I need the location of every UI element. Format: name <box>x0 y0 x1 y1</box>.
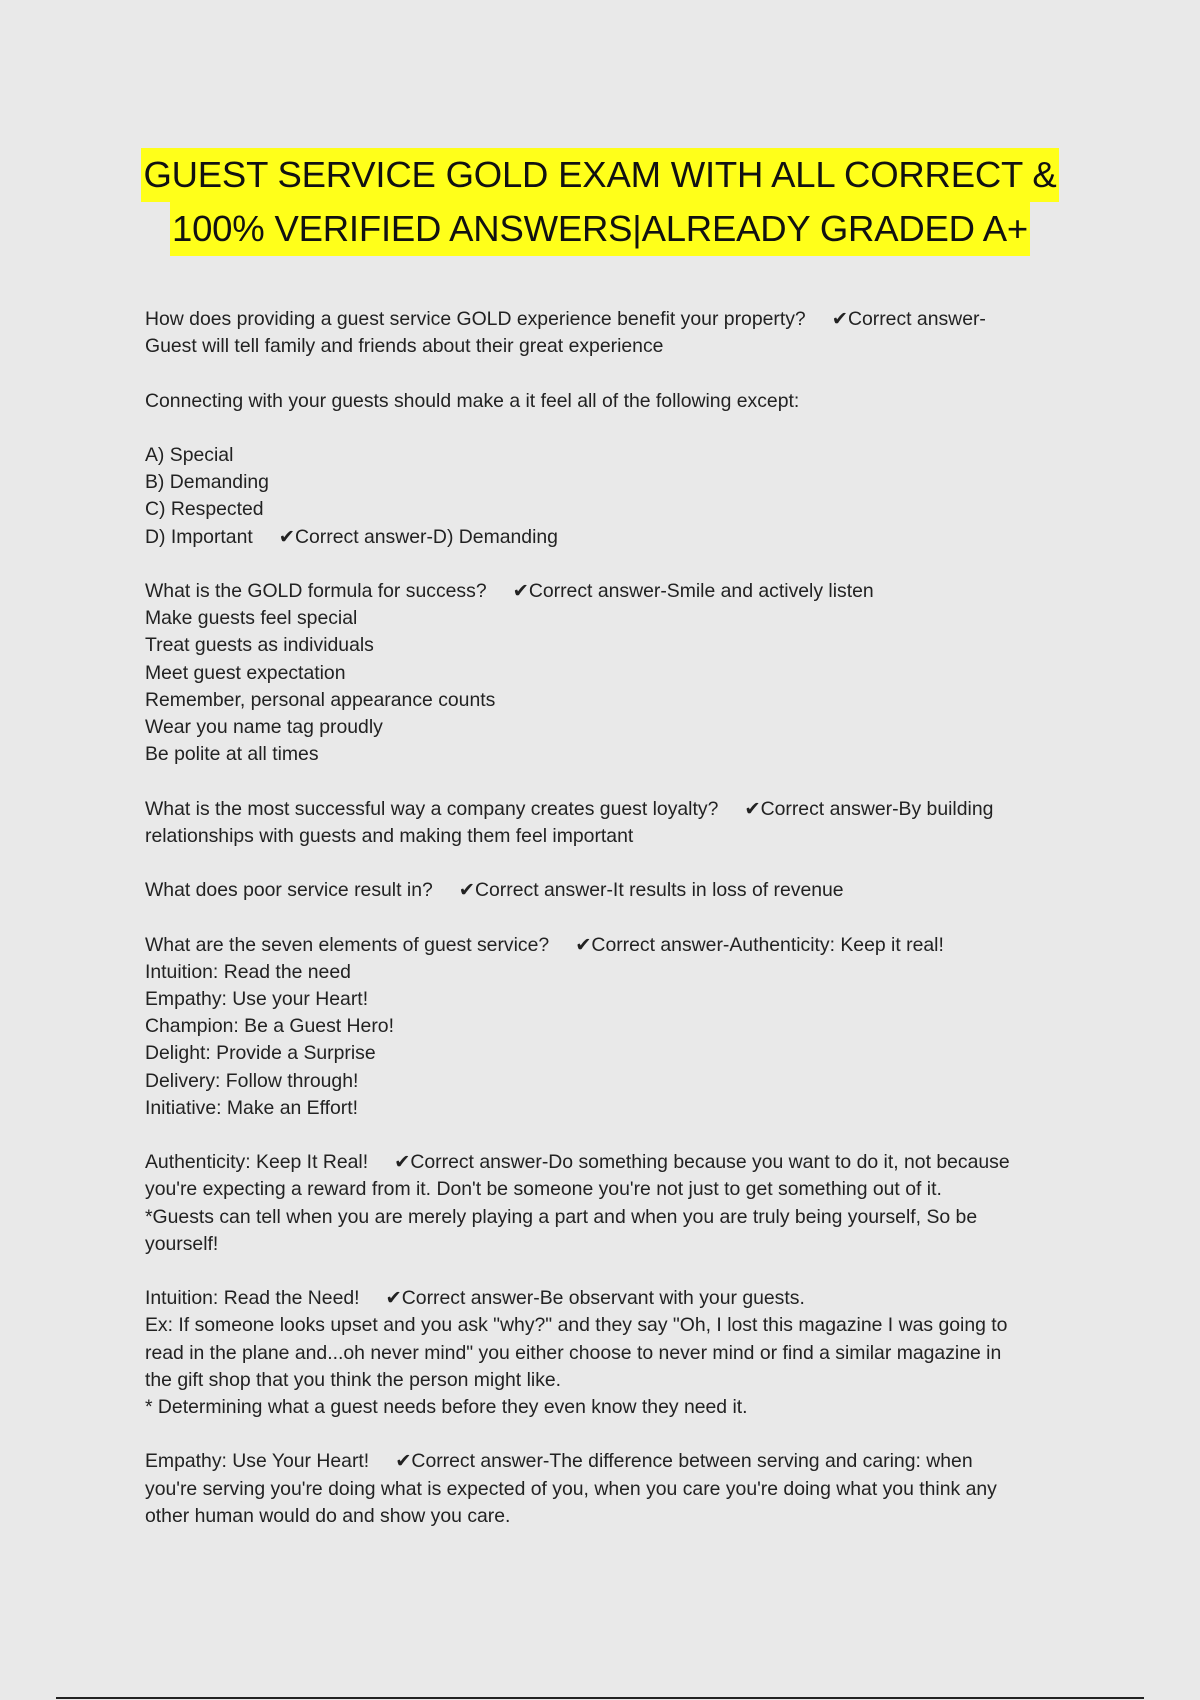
text-line <box>145 632 1065 659</box>
text-line <box>145 1176 1065 1203</box>
correct-answer-text: ✔Correct answer-By building <box>744 797 994 820</box>
text-line <box>145 660 1065 687</box>
text-line <box>145 796 1065 823</box>
line-text: relationships with guests and making them feel important <box>145 824 634 847</box>
line-text: Initiative: Make an Effort! <box>145 1096 359 1119</box>
text-line <box>145 687 1065 714</box>
line-text: Wear you name tag proudly <box>145 716 383 738</box>
text-line <box>145 986 1065 1013</box>
line-text: the gift shop that you think the person might like. <box>145 1368 562 1391</box>
line-text: Connecting with your guests should make a it feel all of the following except: <box>145 389 800 412</box>
text-line <box>145 1095 1065 1122</box>
qa-block <box>145 578 1065 768</box>
line-text: *Guests can tell when you are merely playing a part and when you are truly being yourself, So be <box>145 1205 978 1228</box>
qa-block <box>145 1149 1065 1258</box>
line-text: What are the seven elements of guest service? <box>145 933 550 956</box>
page-title <box>120 148 1080 256</box>
text-line <box>145 1476 1065 1503</box>
line-text: Intuition: Read the Need! <box>145 1287 360 1310</box>
line-text: Delivery: Follow through! <box>145 1069 359 1092</box>
qa-block <box>145 1285 1065 1421</box>
text-line <box>145 1204 1065 1231</box>
line-text: B) Demanding <box>145 471 269 494</box>
line-text: Champion: Be a Guest Hero! <box>145 1015 394 1038</box>
line-text: What does poor service result in? <box>145 879 433 902</box>
text-line <box>145 1340 1065 1367</box>
line-text: you're serving you're doing what is expected of you, when you care you're doing what you think any <box>145 1477 997 1500</box>
text-line <box>145 959 1065 986</box>
qa-block <box>145 306 1065 360</box>
correct-answer-text: ✔Correct answer-D) Demanding <box>278 525 558 548</box>
line-text: What is the GOLD formula for success? <box>145 579 487 602</box>
line-text: Authenticity: Keep It Real! <box>145 1151 369 1174</box>
text-line <box>145 496 1065 523</box>
qa-content <box>145 306 1065 1557</box>
text-line <box>145 578 1065 605</box>
correct-answer-text: ✔Correct answer-The difference between serving and caring: when <box>395 1450 973 1473</box>
line-text: Meet guest expectation <box>145 661 346 684</box>
line-text: What is the most successful way a company creates guest loyalty? <box>145 797 719 820</box>
qa-block <box>145 796 1065 850</box>
line-text: C) Respected <box>145 498 264 521</box>
line-text: read in the plane and...oh never mind" you either choose to never mind or find a similar magazine in <box>145 1341 1002 1364</box>
text-line <box>145 1367 1065 1394</box>
text-line <box>145 823 1065 850</box>
qa-block <box>145 932 1065 1122</box>
text-line <box>145 1285 1065 1312</box>
text-line <box>145 1013 1065 1040</box>
qa-block <box>145 388 1065 415</box>
text-line <box>145 714 1065 741</box>
text-line <box>145 1448 1065 1475</box>
line-text: Treat guests as individuals <box>145 634 374 657</box>
text-line <box>145 1503 1065 1530</box>
text-line <box>145 1149 1065 1176</box>
line-text: other human would do and show you care. <box>145 1504 511 1527</box>
text-line <box>145 524 1065 551</box>
line-text: Guest will tell family and friends about their great experience <box>145 335 664 358</box>
correct-answer-text: ✔Correct answer-Be observant with your guests. <box>385 1287 805 1310</box>
line-text: Be polite at all times <box>145 743 319 766</box>
text-line <box>145 741 1065 768</box>
qa-block <box>145 1448 1065 1530</box>
line-text: A) Special <box>145 443 234 466</box>
line-text: Delight: Provide a Surprise <box>145 1042 376 1065</box>
line-text: Intuition: Read the need <box>145 960 351 983</box>
line-text: D) Important <box>145 525 253 548</box>
text-line <box>145 469 1065 496</box>
qa-block <box>145 442 1065 551</box>
correct-answer-text: ✔Correct answer-Authenticity: Keep it real! <box>575 933 944 956</box>
correct-answer-text: ✔Correct answer-Do something because you want to do it, not because <box>394 1151 1010 1174</box>
line-text: you're expecting a reward from it. Don't be someone you're not just to get something out of it. <box>145 1178 942 1201</box>
text-line <box>145 1394 1065 1421</box>
line-text: Remember, personal appearance counts <box>145 688 496 711</box>
correct-answer-text: ✔Correct answer- <box>831 308 986 330</box>
text-line <box>145 932 1065 959</box>
text-line <box>145 877 1065 904</box>
text-line <box>145 388 1065 415</box>
correct-answer-text: ✔Correct answer-Smile and actively listen <box>512 579 874 602</box>
correct-answer-text: ✔Correct answer-It results in loss of revenue <box>458 879 844 902</box>
title-line-2: 100% VERIFIED ANSWERS|ALREADY GRADED A+ <box>170 202 1030 256</box>
line-text: Empathy: Use Your Heart! <box>145 1450 370 1473</box>
qa-block <box>145 877 1065 904</box>
text-line <box>145 605 1065 632</box>
text-line <box>145 1068 1065 1095</box>
line-text: yourself! <box>145 1232 219 1255</box>
text-line <box>145 442 1065 469</box>
line-text: * Determining what a guest needs before they even know they need it. <box>145 1396 748 1418</box>
text-line <box>145 333 1065 360</box>
line-text: Make guests feel special <box>145 607 358 630</box>
text-line <box>145 306 1065 333</box>
text-line <box>145 1312 1065 1339</box>
text-line <box>145 1231 1065 1258</box>
title-line-1: GUEST SERVICE GOLD EXAM WITH ALL CORRECT & <box>141 148 1058 202</box>
line-text: Empathy: Use your Heart! <box>145 987 369 1010</box>
line-text: How does providing a guest service GOLD experience benefit your property? <box>145 308 806 330</box>
footer-divider <box>56 1697 1144 1699</box>
line-text: Ex: If someone looks upset and you ask "why?" and they say "Oh, I lost this magazine I was going to <box>145 1314 1008 1337</box>
text-line <box>145 1040 1065 1067</box>
